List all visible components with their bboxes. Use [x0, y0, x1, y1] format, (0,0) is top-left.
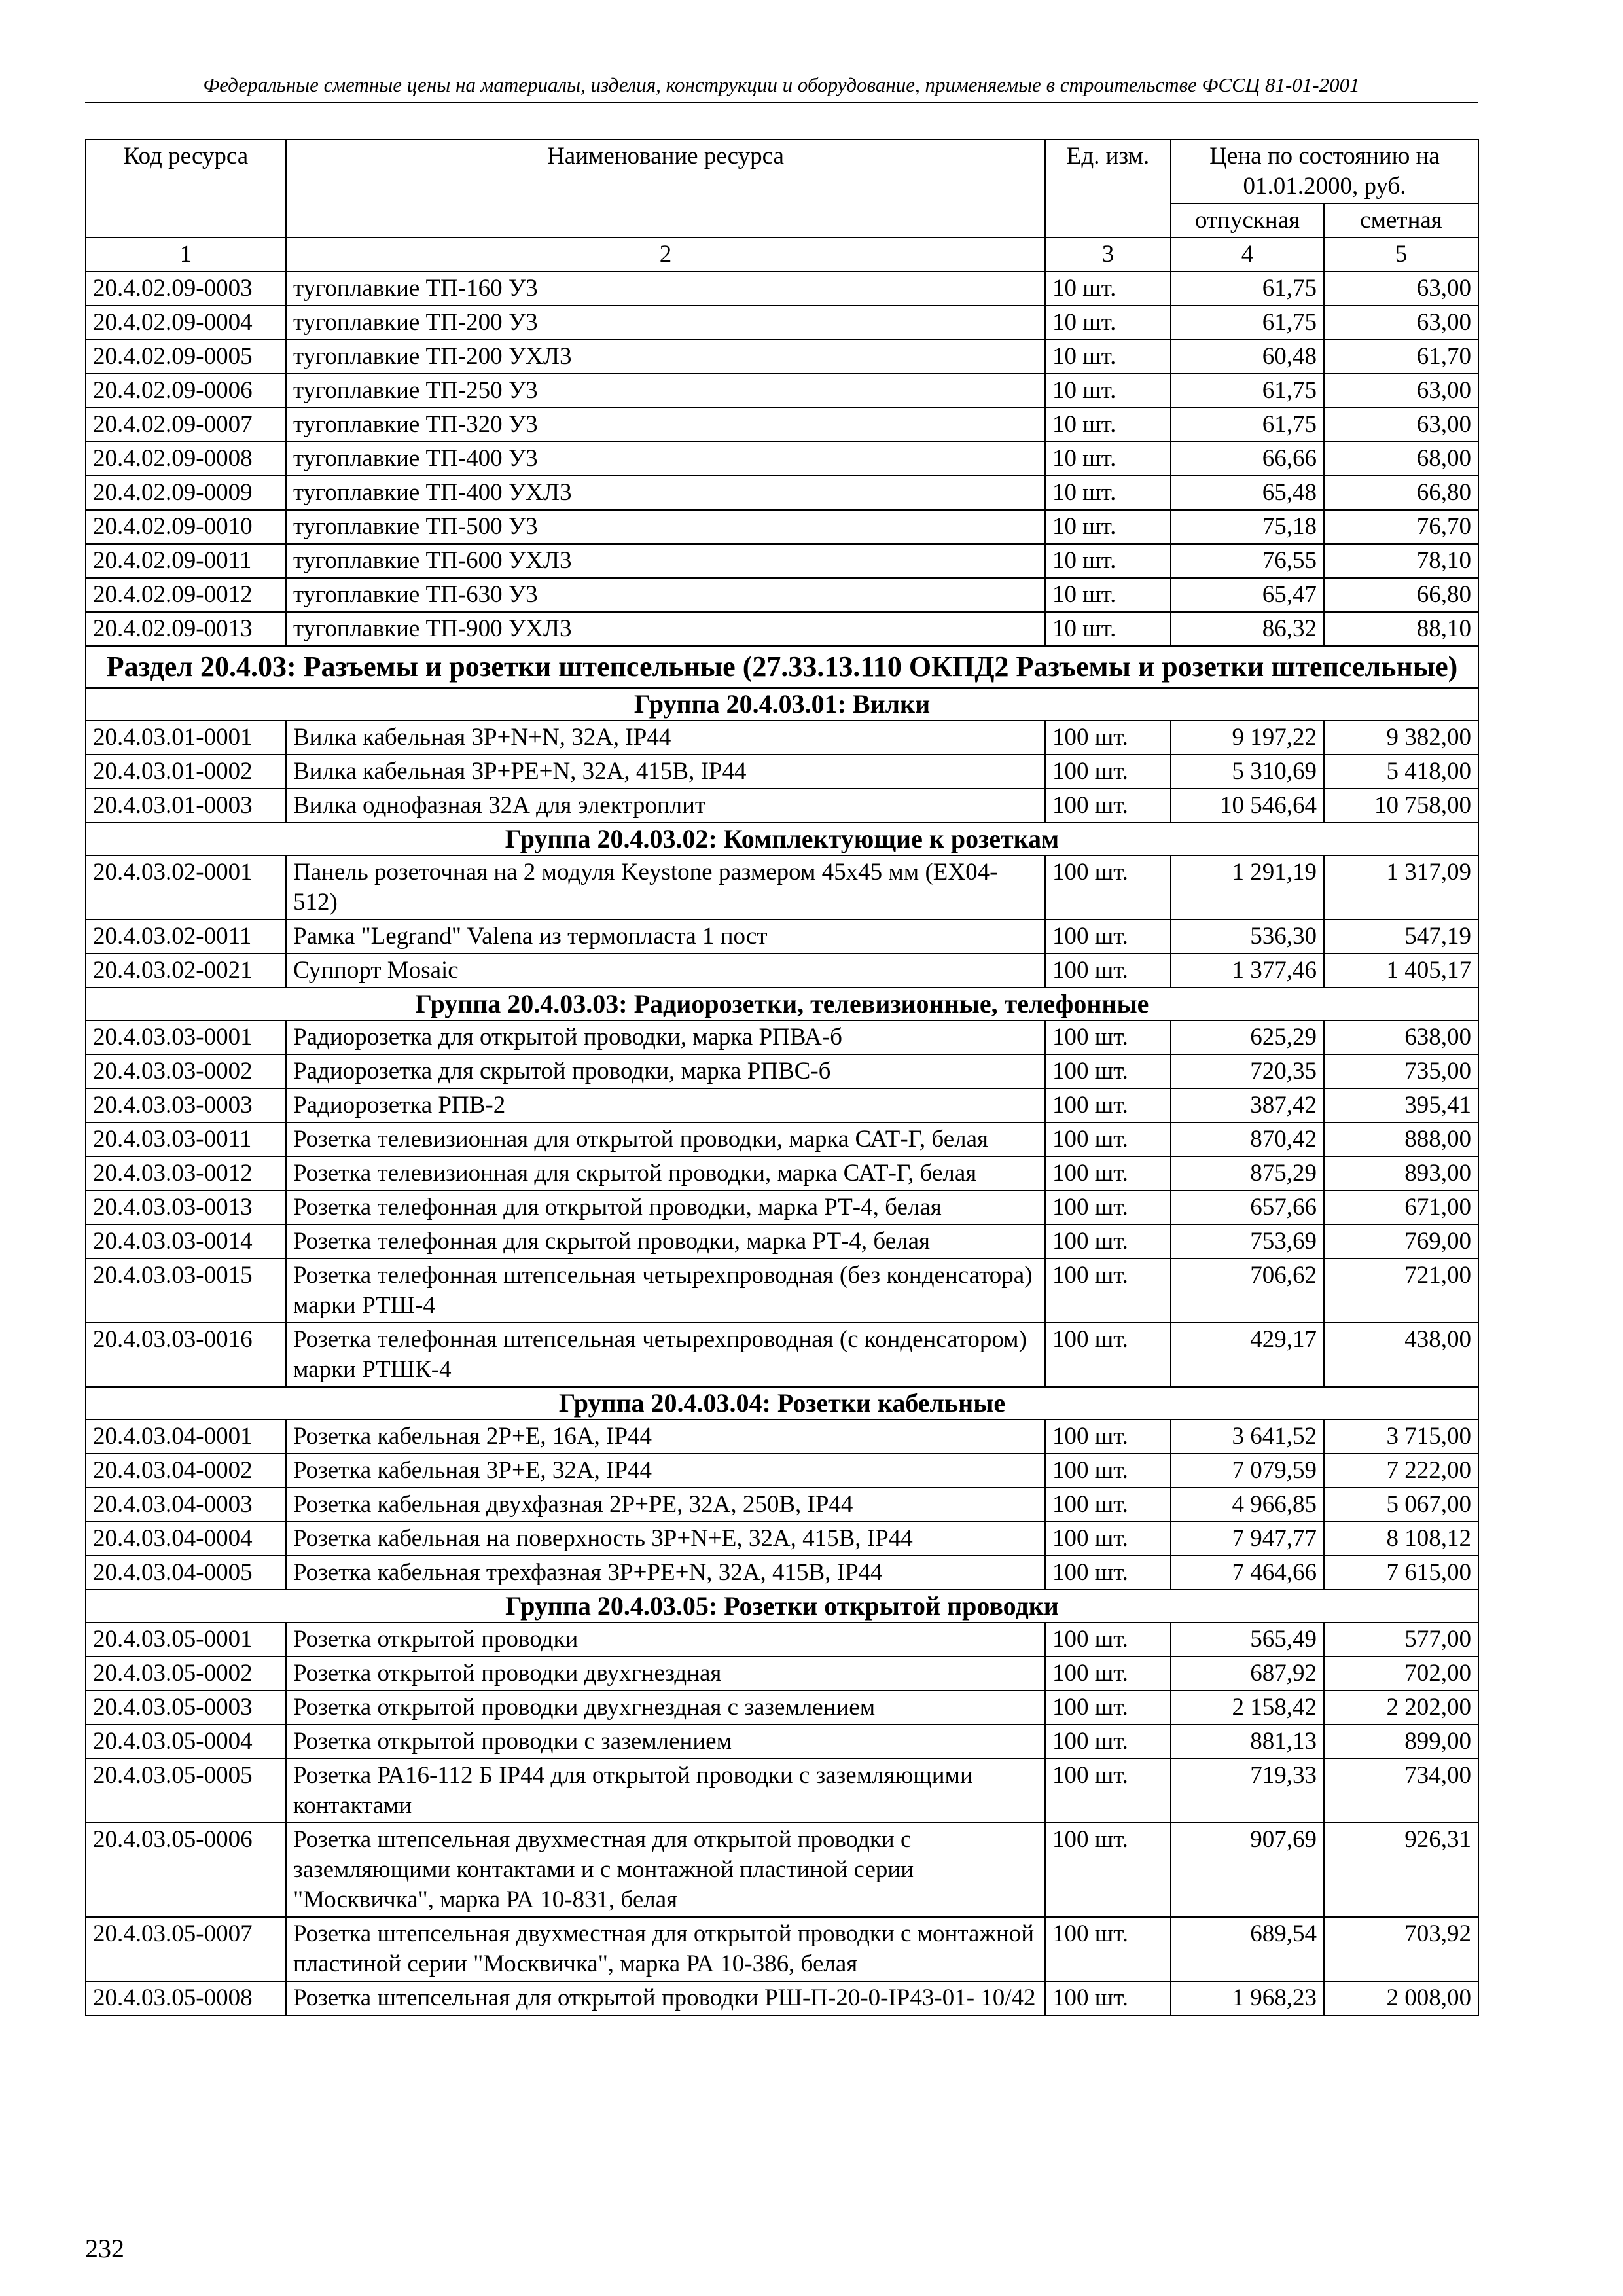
- release-price: 689,54: [1171, 1917, 1324, 1981]
- release-price: 687,92: [1171, 1657, 1324, 1691]
- release-price: 75,18: [1171, 510, 1324, 544]
- unit-of-measure: 100 шт.: [1045, 1556, 1171, 1590]
- estimate-price: 78,10: [1324, 544, 1478, 578]
- estimate-price: 1 317,09: [1324, 855, 1478, 920]
- resource-name: тугоплавкие ТП-250 У3: [286, 374, 1045, 408]
- table-row: [86, 1623, 1478, 1657]
- resource-name: Панель розеточная на 2 модуля Keystone размером 45х45 мм (EX04-512): [286, 855, 1045, 920]
- resource-name: тугоплавкие ТП-400 УХЛ3: [286, 476, 1045, 510]
- unit-of-measure: 10 шт.: [1045, 272, 1171, 306]
- price-table: [85, 139, 1479, 2016]
- group-title-row: [86, 1387, 1478, 1420]
- resource-code: 20.4.02.09-0012: [86, 578, 286, 612]
- resource-code: 20.4.03.05-0003: [86, 1691, 286, 1725]
- estimate-price: 7 615,00: [1324, 1556, 1478, 1590]
- estimate-price: 395,41: [1324, 1088, 1478, 1122]
- resource-code: 20.4.03.02-0011: [86, 920, 286, 954]
- estimate-price: 926,31: [1324, 1823, 1478, 1917]
- resource-name: Розетка штепсельная двухместная для открытой проводки с заземляющими контактами и с монтажной пластиной серии "Москвичка", марка РА 10-831, белая: [286, 1823, 1045, 1917]
- estimate-price: 3 715,00: [1324, 1420, 1478, 1454]
- resource-name: тугоплавкие ТП-500 У3: [286, 510, 1045, 544]
- release-price: 1 291,19: [1171, 855, 1324, 920]
- resource-name: Вилка однофазная 32А для электроплит: [286, 789, 1045, 823]
- resource-code: 20.4.03.04-0004: [86, 1522, 286, 1556]
- group-title-row: [86, 988, 1478, 1020]
- table-row: [86, 755, 1478, 789]
- resource-code: 20.4.03.03-0016: [86, 1323, 286, 1387]
- unit-of-measure: 100 шт.: [1045, 789, 1171, 823]
- section-title-row: [86, 646, 1478, 688]
- resource-code: 20.4.02.09-0011: [86, 544, 286, 578]
- release-price: 657,66: [1171, 1191, 1324, 1225]
- table-row: [86, 1157, 1478, 1191]
- unit-of-measure: 100 шт.: [1045, 1623, 1171, 1657]
- unit-of-measure: 10 шт.: [1045, 578, 1171, 612]
- table-row: [86, 578, 1478, 612]
- resource-name: Розетка открытой проводки с заземлением: [286, 1725, 1045, 1759]
- unit-of-measure: 100 шт.: [1045, 1981, 1171, 2015]
- table-row: [86, 1122, 1478, 1157]
- resource-name: тугоплавкие ТП-160 У3: [286, 272, 1045, 306]
- release-price: 65,47: [1171, 578, 1324, 612]
- unit-of-measure: 100 шт.: [1045, 1122, 1171, 1157]
- resource-name: Розетка открытой проводки: [286, 1623, 1045, 1657]
- resource-code: 20.4.03.03-0011: [86, 1122, 286, 1157]
- estimate-price: 8 108,12: [1324, 1522, 1478, 1556]
- unit-of-measure: 10 шт.: [1045, 510, 1171, 544]
- release-price: 720,35: [1171, 1054, 1324, 1088]
- table-row: [86, 1759, 1478, 1823]
- resource-code: 20.4.03.01-0003: [86, 789, 286, 823]
- resource-code: 20.4.02.09-0003: [86, 272, 286, 306]
- unit-of-measure: 100 шт.: [1045, 1420, 1171, 1454]
- table-row: [86, 954, 1478, 988]
- resource-code: 20.4.03.01-0002: [86, 755, 286, 789]
- resource-name: Розетка штепсельная для открытой проводки РШ-П-20-0-IP43-01- 10/42: [286, 1981, 1045, 2015]
- resource-code: 20.4.03.03-0014: [86, 1225, 286, 1259]
- table-row: [86, 855, 1478, 920]
- table-row: [86, 1556, 1478, 1590]
- resource-code: 20.4.03.03-0003: [86, 1088, 286, 1122]
- unit-of-measure: 100 шт.: [1045, 1759, 1171, 1823]
- table-header-row: [86, 139, 1478, 204]
- resource-name: тугоплавкие ТП-630 У3: [286, 578, 1045, 612]
- col-header-name: Наименование ресурса: [286, 139, 1045, 238]
- resource-name: Розетка телевизионная для скрытой проводки, марка САТ-Г, белая: [286, 1157, 1045, 1191]
- table-row: [86, 1259, 1478, 1323]
- release-price: 9 197,22: [1171, 721, 1324, 755]
- release-price: 1 377,46: [1171, 954, 1324, 988]
- estimate-price: 5 067,00: [1324, 1488, 1478, 1522]
- estimate-price: 61,70: [1324, 340, 1478, 374]
- table-row: [86, 1088, 1478, 1122]
- table-row: [86, 1725, 1478, 1759]
- resource-name: тугоплавкие ТП-400 У3: [286, 442, 1045, 476]
- unit-of-measure: 100 шт.: [1045, 1691, 1171, 1725]
- release-price: 907,69: [1171, 1823, 1324, 1917]
- estimate-price: 76,70: [1324, 510, 1478, 544]
- estimate-price: 721,00: [1324, 1259, 1478, 1323]
- unit-of-measure: 100 шт.: [1045, 1522, 1171, 1556]
- resource-name: Рамка "Legrand" Valena из термопласта 1 пост: [286, 920, 1045, 954]
- release-price: 870,42: [1171, 1122, 1324, 1157]
- table-row: [86, 1225, 1478, 1259]
- resource-name: Розетка открытой проводки двухгнездная: [286, 1657, 1045, 1691]
- unit-of-measure: 10 шт.: [1045, 408, 1171, 442]
- table-row: [86, 1917, 1478, 1981]
- resource-name: Вилка кабельная 3Р+РЕ+N, 32А, 415В, IP44: [286, 755, 1045, 789]
- resource-code: 20.4.02.09-0007: [86, 408, 286, 442]
- table-row: [86, 1522, 1478, 1556]
- resource-code: 20.4.03.03-0002: [86, 1054, 286, 1088]
- estimate-price: 63,00: [1324, 272, 1478, 306]
- unit-of-measure: 100 шт.: [1045, 1657, 1171, 1691]
- resource-name: Розетка кабельная на поверхность 3Р+N+E, 32А, 415В, IP44: [286, 1522, 1045, 1556]
- col-number: 2: [286, 238, 1045, 272]
- unit-of-measure: 100 шт.: [1045, 920, 1171, 954]
- resource-code: 20.4.03.03-0013: [86, 1191, 286, 1225]
- table-row: [86, 1691, 1478, 1725]
- estimate-price: 671,00: [1324, 1191, 1478, 1225]
- estimate-price: 10 758,00: [1324, 789, 1478, 823]
- estimate-price: 735,00: [1324, 1054, 1478, 1088]
- resource-code: 20.4.02.09-0013: [86, 612, 286, 646]
- table-row: [86, 1823, 1478, 1917]
- table-row: [86, 721, 1478, 755]
- estimate-price: 702,00: [1324, 1657, 1478, 1691]
- unit-of-measure: 100 шт.: [1045, 1323, 1171, 1387]
- release-price: 61,75: [1171, 408, 1324, 442]
- release-price: 7 464,66: [1171, 1556, 1324, 1590]
- table-row: [86, 476, 1478, 510]
- estimate-price: 888,00: [1324, 1122, 1478, 1157]
- table-row: [86, 1191, 1478, 1225]
- resource-code: 20.4.03.05-0008: [86, 1981, 286, 2015]
- table-row: [86, 1981, 1478, 2015]
- table-row: [86, 1420, 1478, 1454]
- unit-of-measure: 100 шт.: [1045, 721, 1171, 755]
- table-row: [86, 306, 1478, 340]
- resource-code: 20.4.03.05-0002: [86, 1657, 286, 1691]
- table-row: [86, 612, 1478, 646]
- table-row: [86, 1657, 1478, 1691]
- release-price: 76,55: [1171, 544, 1324, 578]
- resource-code: 20.4.03.04-0003: [86, 1488, 286, 1522]
- table-row: [86, 1054, 1478, 1088]
- estimate-price: 63,00: [1324, 306, 1478, 340]
- unit-of-measure: 100 шт.: [1045, 1917, 1171, 1981]
- resource-code: 20.4.03.05-0005: [86, 1759, 286, 1823]
- resource-name: Розетка телевизионная для открытой проводки, марка САТ-Г, белая: [286, 1122, 1045, 1157]
- estimate-price: 893,00: [1324, 1157, 1478, 1191]
- estimate-price: 577,00: [1324, 1623, 1478, 1657]
- col-header-release: отпускная: [1171, 204, 1324, 238]
- resource-code: 20.4.03.02-0001: [86, 855, 286, 920]
- col-number: 1: [86, 238, 286, 272]
- unit-of-measure: 100 шт.: [1045, 1020, 1171, 1054]
- release-price: 429,17: [1171, 1323, 1324, 1387]
- unit-of-measure: 100 шт.: [1045, 954, 1171, 988]
- estimate-price: 66,80: [1324, 476, 1478, 510]
- resource-code: 20.4.03.05-0004: [86, 1725, 286, 1759]
- release-price: 3 641,52: [1171, 1420, 1324, 1454]
- group-title: Группа 20.4.03.05: Розетки открытой проводки: [86, 1590, 1478, 1623]
- release-price: 536,30: [1171, 920, 1324, 954]
- release-price: 65,48: [1171, 476, 1324, 510]
- running-header: Федеральные сметные цены на материалы, изделия, конструкции и оборудование, применяемые в строительстве ФССЦ 81-01-2001: [85, 73, 1478, 103]
- resource-name: Розетка штепсельная двухместная для открытой проводки с монтажной пластиной серии "Москвичка", марка РА 10-386, белая: [286, 1917, 1045, 1981]
- resource-name: Розетка кабельная двухфазная 2Р+РЕ, 32А, 250В, IP44: [286, 1488, 1045, 1522]
- col-number: 4: [1171, 238, 1324, 272]
- resource-name: тугоплавкие ТП-200 УХЛ3: [286, 340, 1045, 374]
- estimate-price: 5 418,00: [1324, 755, 1478, 789]
- group-title-row: [86, 688, 1478, 721]
- release-price: 10 546,64: [1171, 789, 1324, 823]
- release-price: 7 947,77: [1171, 1522, 1324, 1556]
- resource-name: Розетка кабельная 2Р+Е, 16А, IP44: [286, 1420, 1045, 1454]
- resource-name: тугоплавкие ТП-320 У3: [286, 408, 1045, 442]
- table-row: [86, 789, 1478, 823]
- estimate-price: 899,00: [1324, 1725, 1478, 1759]
- resource-name: тугоплавкие ТП-900 УХЛ3: [286, 612, 1045, 646]
- column-numbers-row: [86, 238, 1478, 272]
- release-price: 61,75: [1171, 374, 1324, 408]
- table-row: [86, 510, 1478, 544]
- resource-code: 20.4.03.04-0005: [86, 1556, 286, 1590]
- unit-of-measure: 100 шт.: [1045, 1157, 1171, 1191]
- table-row: [86, 340, 1478, 374]
- release-price: 66,66: [1171, 442, 1324, 476]
- resource-code: 20.4.03.02-0021: [86, 954, 286, 988]
- release-price: 625,29: [1171, 1020, 1324, 1054]
- table-row: [86, 442, 1478, 476]
- release-price: 61,75: [1171, 306, 1324, 340]
- release-price: 7 079,59: [1171, 1454, 1324, 1488]
- release-price: 565,49: [1171, 1623, 1324, 1657]
- group-title-row: [86, 1590, 1478, 1623]
- group-title: Группа 20.4.03.04: Розетки кабельные: [86, 1387, 1478, 1420]
- resource-name: Радиорозетка для скрытой проводки, марка РПВС-б: [286, 1054, 1045, 1088]
- estimate-price: 638,00: [1324, 1020, 1478, 1054]
- col-number: 3: [1045, 238, 1171, 272]
- resource-code: 20.4.02.09-0009: [86, 476, 286, 510]
- resource-name: Розетка телефонная для скрытой проводки, марка РТ-4, белая: [286, 1225, 1045, 1259]
- release-price: 719,33: [1171, 1759, 1324, 1823]
- unit-of-measure: 10 шт.: [1045, 374, 1171, 408]
- unit-of-measure: 100 шт.: [1045, 1725, 1171, 1759]
- unit-of-measure: 10 шт.: [1045, 340, 1171, 374]
- resource-code: 20.4.03.05-0006: [86, 1823, 286, 1917]
- col-header-price: Цена по состоянию на 01.01.2000, руб.: [1171, 139, 1478, 204]
- estimate-price: 63,00: [1324, 374, 1478, 408]
- estimate-price: 703,92: [1324, 1917, 1478, 1981]
- resource-code: 20.4.03.01-0001: [86, 721, 286, 755]
- group-title: Группа 20.4.03.01: Вилки: [86, 688, 1478, 721]
- resource-code: 20.4.03.03-0001: [86, 1020, 286, 1054]
- estimate-price: 66,80: [1324, 578, 1478, 612]
- col-number: 5: [1324, 238, 1478, 272]
- group-title-row: [86, 823, 1478, 855]
- resource-code: 20.4.02.09-0008: [86, 442, 286, 476]
- unit-of-measure: 10 шт.: [1045, 612, 1171, 646]
- unit-of-measure: 100 шт.: [1045, 1191, 1171, 1225]
- table-row: [86, 1323, 1478, 1387]
- resource-name: Розетка телефонная для открытой проводки, марка РТ-4, белая: [286, 1191, 1045, 1225]
- resource-code: 20.4.02.09-0006: [86, 374, 286, 408]
- unit-of-measure: 100 шт.: [1045, 1454, 1171, 1488]
- resource-name: Розетка кабельная 3Р+Е, 32А, IP44: [286, 1454, 1045, 1488]
- table-row: [86, 544, 1478, 578]
- page-number: 232: [85, 2234, 124, 2263]
- resource-code: 20.4.03.05-0007: [86, 1917, 286, 1981]
- unit-of-measure: 10 шт.: [1045, 476, 1171, 510]
- release-price: 2 158,42: [1171, 1691, 1324, 1725]
- resource-name: Розетка кабельная трехфазная 3Р+РЕ+N, 32А, 415В, IP44: [286, 1556, 1045, 1590]
- resource-code: 20.4.03.03-0015: [86, 1259, 286, 1323]
- estimate-price: 438,00: [1324, 1323, 1478, 1387]
- unit-of-measure: 10 шт.: [1045, 544, 1171, 578]
- release-price: 387,42: [1171, 1088, 1324, 1122]
- table-row: [86, 1020, 1478, 1054]
- unit-of-measure: 10 шт.: [1045, 306, 1171, 340]
- estimate-price: 9 382,00: [1324, 721, 1478, 755]
- release-price: 875,29: [1171, 1157, 1324, 1191]
- table-row: [86, 272, 1478, 306]
- table-row: [86, 1488, 1478, 1522]
- resource-name: Вилка кабельная 3Р+N+N, 32А, IP44: [286, 721, 1045, 755]
- resource-code: 20.4.03.03-0012: [86, 1157, 286, 1191]
- group-title: Группа 20.4.03.02: Комплектующие к розеткам: [86, 823, 1478, 855]
- resource-name: Радиорозетка РПВ-2: [286, 1088, 1045, 1122]
- resource-code: 20.4.03.04-0001: [86, 1420, 286, 1454]
- estimate-price: 1 405,17: [1324, 954, 1478, 988]
- resource-name: Розетка открытой проводки двухгнездная с заземлением: [286, 1691, 1045, 1725]
- estimate-price: 547,19: [1324, 920, 1478, 954]
- table-body: [86, 272, 1478, 2015]
- col-header-unit: Ед. изм.: [1045, 139, 1171, 238]
- release-price: 1 968,23: [1171, 1981, 1324, 2015]
- estimate-price: 2 202,00: [1324, 1691, 1478, 1725]
- release-price: 60,48: [1171, 340, 1324, 374]
- unit-of-measure: 100 шт.: [1045, 855, 1171, 920]
- table-row: [86, 920, 1478, 954]
- unit-of-measure: 100 шт.: [1045, 755, 1171, 789]
- resource-code: 20.4.02.09-0005: [86, 340, 286, 374]
- unit-of-measure: 100 шт.: [1045, 1054, 1171, 1088]
- unit-of-measure: 100 шт.: [1045, 1259, 1171, 1323]
- unit-of-measure: 10 шт.: [1045, 442, 1171, 476]
- col-header-estimate: сметная: [1324, 204, 1478, 238]
- resource-name: Розетка РА16-112 Б IP44 для открытой проводки с заземляющими контактами: [286, 1759, 1045, 1823]
- unit-of-measure: 100 шт.: [1045, 1225, 1171, 1259]
- col-header-code: Код ресурса: [86, 139, 286, 238]
- estimate-price: 734,00: [1324, 1759, 1478, 1823]
- resource-name: тугоплавкие ТП-600 УХЛ3: [286, 544, 1045, 578]
- estimate-price: 2 008,00: [1324, 1981, 1478, 2015]
- table-row: [86, 1454, 1478, 1488]
- unit-of-measure: 100 шт.: [1045, 1823, 1171, 1917]
- resource-name: Розетка телефонная штепсельная четырехпроводная (без конденсатора) марки РТШ-4: [286, 1259, 1045, 1323]
- release-price: 86,32: [1171, 612, 1324, 646]
- table-row: [86, 374, 1478, 408]
- resource-code: 20.4.02.09-0010: [86, 510, 286, 544]
- release-price: 706,62: [1171, 1259, 1324, 1323]
- unit-of-measure: 100 шт.: [1045, 1088, 1171, 1122]
- resource-code: 20.4.03.05-0001: [86, 1623, 286, 1657]
- resource-name: тугоплавкие ТП-200 У3: [286, 306, 1045, 340]
- resource-code: 20.4.02.09-0004: [86, 306, 286, 340]
- release-price: 61,75: [1171, 272, 1324, 306]
- resource-name: Радиорозетка для открытой проводки, марка РПВА-б: [286, 1020, 1045, 1054]
- estimate-price: 63,00: [1324, 408, 1478, 442]
- release-price: 4 966,85: [1171, 1488, 1324, 1522]
- resource-name: Суппорт Mosaic: [286, 954, 1045, 988]
- release-price: 5 310,69: [1171, 755, 1324, 789]
- table-row: [86, 408, 1478, 442]
- estimate-price: 7 222,00: [1324, 1454, 1478, 1488]
- estimate-price: 68,00: [1324, 442, 1478, 476]
- section-title: Раздел 20.4.03: Разъемы и розетки штепсельные (27.33.13.110 ОКПД2 Разъемы и розетки штепсельные): [86, 646, 1478, 688]
- resource-name: Розетка телефонная штепсельная четырехпроводная (с конденсатором) марки РТШК-4: [286, 1323, 1045, 1387]
- resource-code: 20.4.03.04-0002: [86, 1454, 286, 1488]
- release-price: 881,13: [1171, 1725, 1324, 1759]
- release-price: 753,69: [1171, 1225, 1324, 1259]
- group-title: Группа 20.4.03.03: Радиорозетки, телевизионные, телефонные: [86, 988, 1478, 1020]
- estimate-price: 88,10: [1324, 612, 1478, 646]
- estimate-price: 769,00: [1324, 1225, 1478, 1259]
- unit-of-measure: 100 шт.: [1045, 1488, 1171, 1522]
